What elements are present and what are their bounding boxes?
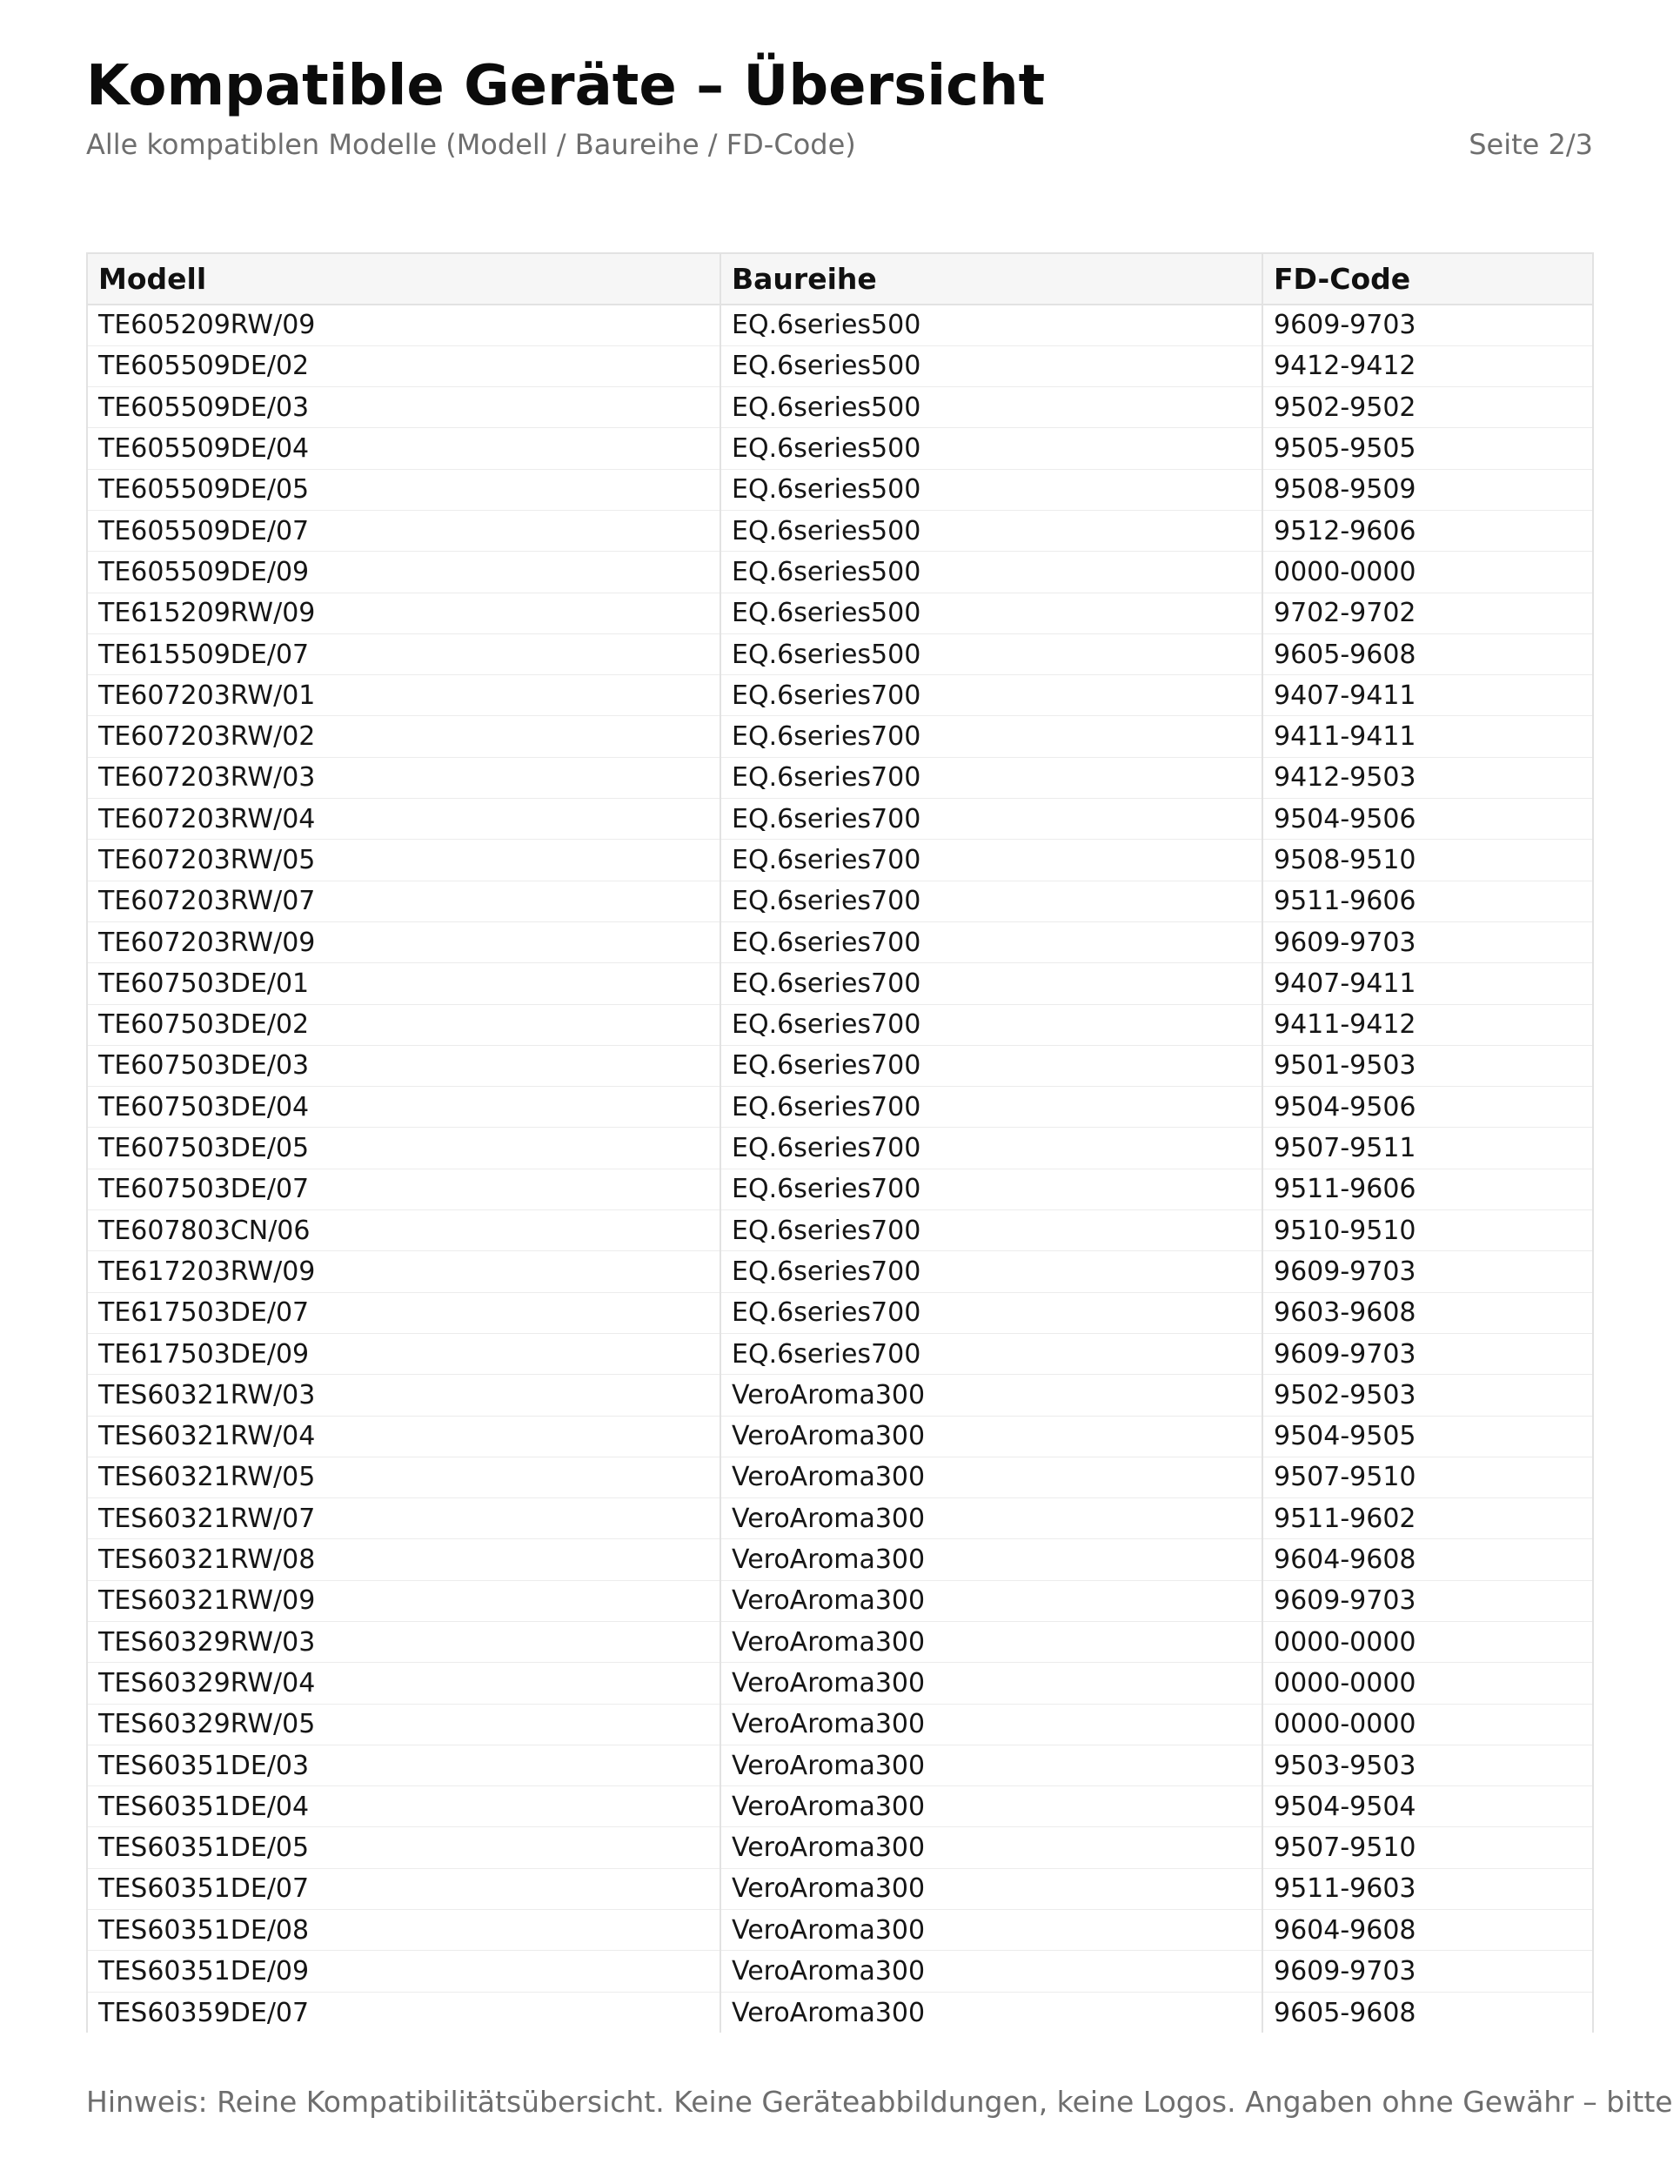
cell-baureihe: VeroAroma300	[720, 1375, 1262, 1416]
table-row	[88, 1210, 1592, 1251]
table-row	[88, 1622, 1592, 1663]
cell-baureihe: EQ.6series700	[720, 840, 1262, 881]
cell-modell: TE605509DE/05	[88, 469, 720, 510]
cell-modell: TE617503DE/07	[88, 1292, 720, 1333]
cell-modell: TE607503DE/03	[88, 1045, 720, 1086]
cell-modell: TES60321RW/04	[88, 1416, 720, 1457]
cell-fd-code: 9510-9510	[1262, 1210, 1592, 1251]
cell-baureihe: VeroAroma300	[720, 1910, 1262, 1951]
table-row	[88, 757, 1592, 798]
cell-baureihe: VeroAroma300	[720, 1539, 1262, 1580]
cell-modell: TES60329RW/03	[88, 1622, 720, 1663]
cell-fd-code: 9609-9703	[1262, 921, 1592, 962]
cell-baureihe: EQ.6series700	[720, 1087, 1262, 1128]
cell-baureihe: EQ.6series500	[720, 428, 1262, 469]
cell-baureihe: EQ.6series700	[720, 1169, 1262, 1209]
cell-fd-code: 9508-9510	[1262, 840, 1592, 881]
cell-fd-code: 9507-9510	[1262, 1457, 1592, 1497]
table-row	[88, 305, 1592, 345]
cell-baureihe: EQ.6series700	[720, 1004, 1262, 1045]
cell-baureihe: EQ.6series700	[720, 799, 1262, 840]
table-row	[88, 552, 1592, 593]
cell-baureihe: EQ.6series700	[720, 716, 1262, 757]
cell-fd-code: 9507-9511	[1262, 1128, 1592, 1169]
cell-modell: TE607503DE/02	[88, 1004, 720, 1045]
table-row	[88, 469, 1592, 510]
cell-baureihe: EQ.6series700	[720, 963, 1262, 1004]
table-row	[88, 345, 1592, 386]
table-row	[88, 1457, 1592, 1497]
cell-fd-code: 9605-9608	[1274, 1997, 1416, 2028]
table-body	[88, 305, 1592, 2033]
cell-baureihe: EQ.6series500	[720, 305, 1262, 345]
cell-baureihe: EQ.6series500	[720, 387, 1262, 428]
cell-fd-code: 9411-9411	[1262, 716, 1592, 757]
table-row	[88, 633, 1592, 674]
cell-baureihe: VeroAroma300	[720, 1416, 1262, 1457]
table-row	[88, 1087, 1592, 1128]
cell-baureihe: EQ.6series500	[720, 633, 1262, 674]
table-row	[88, 1128, 1592, 1169]
table-row	[88, 1416, 1592, 1457]
cell-modell: TE607203RW/04	[88, 799, 720, 840]
cell-modell: TE605509DE/04	[88, 428, 720, 469]
cell-fd-code: 9609-9703	[1262, 305, 1592, 345]
table-row	[88, 1169, 1592, 1209]
cell-fd-code: 9511-9606	[1262, 881, 1592, 921]
table-row	[88, 963, 1592, 1004]
cell-fd-code: 9407-9411	[1262, 675, 1592, 716]
table-row	[88, 1992, 1592, 2033]
page-subtitle: Alle kompatiblen Modelle (Modell / Baureihe / FD-Code)	[86, 128, 856, 161]
cell-modell: TES60321RW/09	[88, 1580, 720, 1621]
cell-fd-code: 9412-9412	[1262, 345, 1592, 386]
column-header-baureihe: Baureihe	[720, 254, 1262, 305]
cell-baureihe: VeroAroma300	[720, 1786, 1262, 1827]
cell-fd-code: 9504-9506	[1262, 1087, 1592, 1128]
table-row	[88, 1786, 1592, 1827]
table-row	[88, 881, 1592, 921]
cell-modell: TE617503DE/09	[88, 1333, 720, 1374]
table-row	[88, 1251, 1592, 1292]
cell-modell: TE615509DE/07	[88, 633, 720, 674]
table-row	[88, 1498, 1592, 1539]
table-row	[88, 675, 1592, 716]
cell-baureihe: EQ.6series700	[720, 675, 1262, 716]
table-row	[88, 716, 1592, 757]
table-row	[88, 593, 1592, 633]
table-row	[88, 387, 1592, 428]
cell-fd-code: 9502-9502	[1262, 387, 1592, 428]
cell-fd-code: 9511-9602	[1262, 1498, 1592, 1539]
cell-modell: TE607503DE/05	[88, 1128, 720, 1169]
cell-fd-code: 9504-9505	[1262, 1416, 1592, 1457]
table-row	[88, 1333, 1592, 1374]
cell-baureihe: EQ.6series700	[720, 881, 1262, 921]
cell-baureihe: EQ.6series500	[720, 593, 1262, 633]
cell-baureihe: VeroAroma300	[720, 1622, 1262, 1663]
cell-modell: TES60329RW/04	[88, 1663, 720, 1704]
cell-fd-code: 9407-9411	[1262, 963, 1592, 1004]
cell-fd-code: 9507-9510	[1262, 1827, 1592, 1868]
cell-fd-code: 9609-9703	[1262, 1251, 1592, 1292]
cell-modell: TES60329RW/05	[88, 1704, 720, 1745]
cell-fd-code: 0000-0000	[1262, 552, 1592, 593]
cell-baureihe: VeroAroma300	[720, 1992, 1262, 2033]
cell-modell: TE607203RW/09	[88, 921, 720, 962]
cell-baureihe: VeroAroma300	[720, 1951, 1262, 1992]
table-row	[88, 1827, 1592, 1868]
table-row	[88, 1580, 1592, 1621]
table-row	[88, 799, 1592, 840]
table-row	[88, 510, 1592, 551]
table-row	[88, 840, 1592, 881]
cell-modell: TES60321RW/03	[88, 1375, 720, 1416]
cell-modell: TES60351DE/04	[88, 1786, 720, 1827]
cell-baureihe: VeroAroma300	[720, 1745, 1262, 1785]
cell-modell: TES60359DE/07	[88, 1992, 720, 2033]
cell-fd-code: 9604-9608	[1262, 1910, 1592, 1951]
cell-fd-code: 0000-0000	[1262, 1704, 1592, 1745]
cell-fd-code: 9504-9504	[1262, 1786, 1592, 1827]
page-title: Kompatible Geräte – Übersicht	[86, 54, 1046, 118]
cell-modell: TE607503DE/01	[88, 963, 720, 1004]
cell-baureihe: VeroAroma300	[720, 1498, 1262, 1539]
cell-modell: TE607203RW/05	[88, 840, 720, 881]
cell-fd-code: 9609-9703	[1262, 1580, 1592, 1621]
cell-fd-code: 9609-9703	[1262, 1951, 1592, 1992]
cell-modell: TES60351DE/09	[88, 1951, 720, 1992]
cell-fd-code: 9604-9608	[1262, 1539, 1592, 1580]
cell-fd-code: 9603-9608	[1262, 1292, 1592, 1333]
cell-baureihe: VeroAroma300	[720, 1704, 1262, 1745]
cell-baureihe: VeroAroma300	[720, 1580, 1262, 1621]
cell-modell: TES60351DE/03	[88, 1745, 720, 1785]
cell-modell: TE607203RW/02	[88, 716, 720, 757]
cell-baureihe: VeroAroma300	[720, 1827, 1262, 1868]
cell-baureihe: VeroAroma300	[720, 1868, 1262, 1909]
table-row	[88, 428, 1592, 469]
cell-fd-code: 9511-9606	[1262, 1169, 1592, 1209]
table-row	[88, 1045, 1592, 1086]
cell-fd-code: 0000-0000	[1262, 1622, 1592, 1663]
cell-fd-code: 9508-9509	[1262, 469, 1592, 510]
cell-modell: TE607203RW/07	[88, 881, 720, 921]
cell-baureihe: EQ.6series500	[720, 552, 1262, 593]
cell-modell: TE605509DE/02	[88, 345, 720, 386]
cell-modell: TE617203RW/09	[88, 1251, 720, 1292]
cell-fd-code: 9501-9503	[1262, 1045, 1592, 1086]
cell-modell: TES60351DE/05	[88, 1827, 720, 1868]
cell-baureihe: EQ.6series700	[720, 1292, 1262, 1333]
table-row	[88, 1292, 1592, 1333]
cell-modell: TES60321RW/08	[88, 1539, 720, 1580]
table-row	[88, 1910, 1592, 1951]
column-header-modell: Modell	[88, 254, 720, 305]
cell-baureihe: EQ.6series700	[720, 1045, 1262, 1086]
cell-fd-code: 9511-9603	[1262, 1868, 1592, 1909]
cell-fd-code: 0000-0000	[1262, 1663, 1592, 1704]
cell-baureihe: EQ.6series500	[720, 345, 1262, 386]
cell-modell: TE607203RW/03	[88, 757, 720, 798]
cell-baureihe: EQ.6series700	[720, 1333, 1262, 1374]
table-row	[88, 1663, 1592, 1704]
cell-fd-code: 9702-9702	[1262, 593, 1592, 633]
cell-modell: TE605509DE/09	[88, 552, 720, 593]
cell-fd-code: 9605-9608	[1262, 633, 1592, 674]
cell-baureihe: VeroAroma300	[720, 1663, 1262, 1704]
table-row	[88, 1375, 1592, 1416]
table-row	[88, 921, 1592, 962]
table-row	[88, 1539, 1592, 1580]
cell-modell: TES60321RW/07	[88, 1498, 720, 1539]
cell-fd-code: 9505-9505	[1262, 428, 1592, 469]
cell-fd-code: 9411-9412	[1262, 1004, 1592, 1045]
cell-modell: TE605209RW/09	[88, 305, 720, 345]
compatibility-table	[88, 254, 1592, 2033]
cell-modell: TES60321RW/05	[88, 1457, 720, 1497]
table-row	[88, 1745, 1592, 1785]
cell-fd-code: 9412-9503	[1262, 757, 1592, 798]
footnote: Hinweis: Reine Kompatibilitätsübersicht. Keine Geräteabbildungen, keine Logos. Angaben ohne Gewähr – bitte	[86, 2085, 1673, 2119]
cell-modell: TE607803CN/06	[88, 1210, 720, 1251]
table-row	[88, 1004, 1592, 1045]
cell-fd-code: 9504-9506	[1262, 799, 1592, 840]
cell-modell: TE605509DE/03	[88, 387, 720, 428]
cell-modell: TES60351DE/08	[88, 1910, 720, 1951]
cell-fd-code: 9502-9503	[1262, 1375, 1592, 1416]
table-row	[88, 1704, 1592, 1745]
cell-baureihe: EQ.6series700	[720, 921, 1262, 962]
cell-baureihe: EQ.6series700	[720, 1128, 1262, 1169]
table-row	[88, 1951, 1592, 1992]
page-indicator: Seite 2/3	[1469, 128, 1593, 161]
cell-modell: TE615209RW/09	[88, 593, 720, 633]
cell-baureihe: EQ.6series500	[720, 469, 1262, 510]
cell-modell: TES60351DE/07	[88, 1868, 720, 1909]
cell-baureihe: EQ.6series700	[720, 1251, 1262, 1292]
cell-fd-code: 9609-9703	[1262, 1333, 1592, 1374]
cell-baureihe: EQ.6series700	[720, 757, 1262, 798]
table-row	[88, 1868, 1592, 1909]
cell-baureihe: VeroAroma300	[720, 1457, 1262, 1497]
column-header-fd-code: FD-Code	[1262, 254, 1592, 305]
cell-baureihe: EQ.6series700	[720, 1210, 1262, 1251]
cell-modell: TE607503DE/07	[88, 1169, 720, 1209]
cell-fd-code: 9503-9503	[1262, 1745, 1592, 1785]
cell-baureihe: EQ.6series500	[720, 510, 1262, 551]
cell-modell: TE607503DE/04	[88, 1087, 720, 1128]
cell-fd-code: 9512-9606	[1262, 510, 1592, 551]
table-header-row	[88, 254, 1592, 305]
cell-modell: TE605509DE/07	[88, 510, 720, 551]
compatibility-table-container	[86, 252, 1594, 2033]
cell-modell: TE607203RW/01	[88, 675, 720, 716]
